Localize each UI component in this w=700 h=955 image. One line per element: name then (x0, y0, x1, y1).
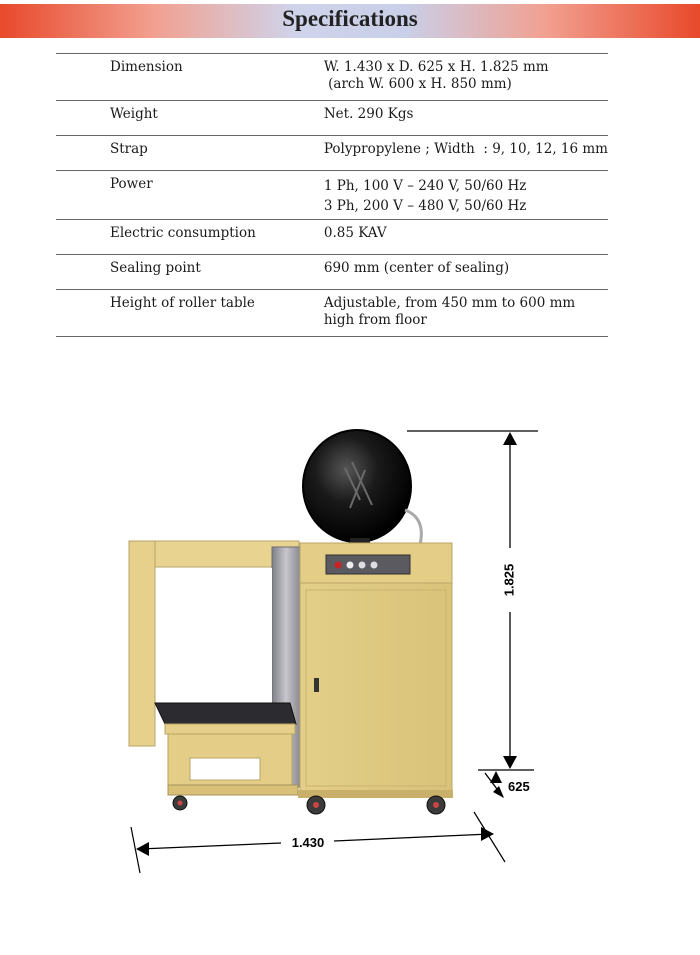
roller-table (155, 703, 298, 795)
spec-value: 1 Ph, 100 V – 240 V, 50/60 Hz 3 Ph, 200 V – 480 V, 50/60 Hz (324, 171, 608, 220)
strap-reel (303, 430, 421, 546)
spec-label: Height of roller table (56, 290, 324, 337)
width-dimension-label: 1.430 (291, 835, 325, 850)
spec-value: Polypropylene ; Width : 9, 10, 12, 16 mm (324, 136, 608, 171)
spec-value: Adjustable, from 450 mm to 600 mm high from floor (324, 290, 608, 337)
spec-value: 0.85 KAV (324, 220, 608, 255)
spec-label: Power (56, 171, 324, 220)
spec-label: Dimension (56, 54, 324, 101)
spec-value: 690 mm (center of sealing) (324, 255, 608, 290)
spec-label: Sealing point (56, 255, 324, 290)
spec-label: Weight (56, 101, 324, 136)
spec-value: W. 1.430 x D. 625 x H. 1.825 mm (arch W. 600 x H. 850 mm) (324, 54, 608, 101)
machine-cabinet (298, 543, 453, 798)
page-title: Specifications (282, 6, 418, 31)
depth-dimension-label: 625 (508, 779, 530, 794)
spec-label: Strap (56, 136, 324, 171)
spec-value: Net. 290 Kgs (324, 101, 608, 136)
height-dimension-label: 1.825 (501, 563, 517, 597)
spec-label: Electric consumption (56, 220, 324, 255)
casters (173, 796, 445, 814)
